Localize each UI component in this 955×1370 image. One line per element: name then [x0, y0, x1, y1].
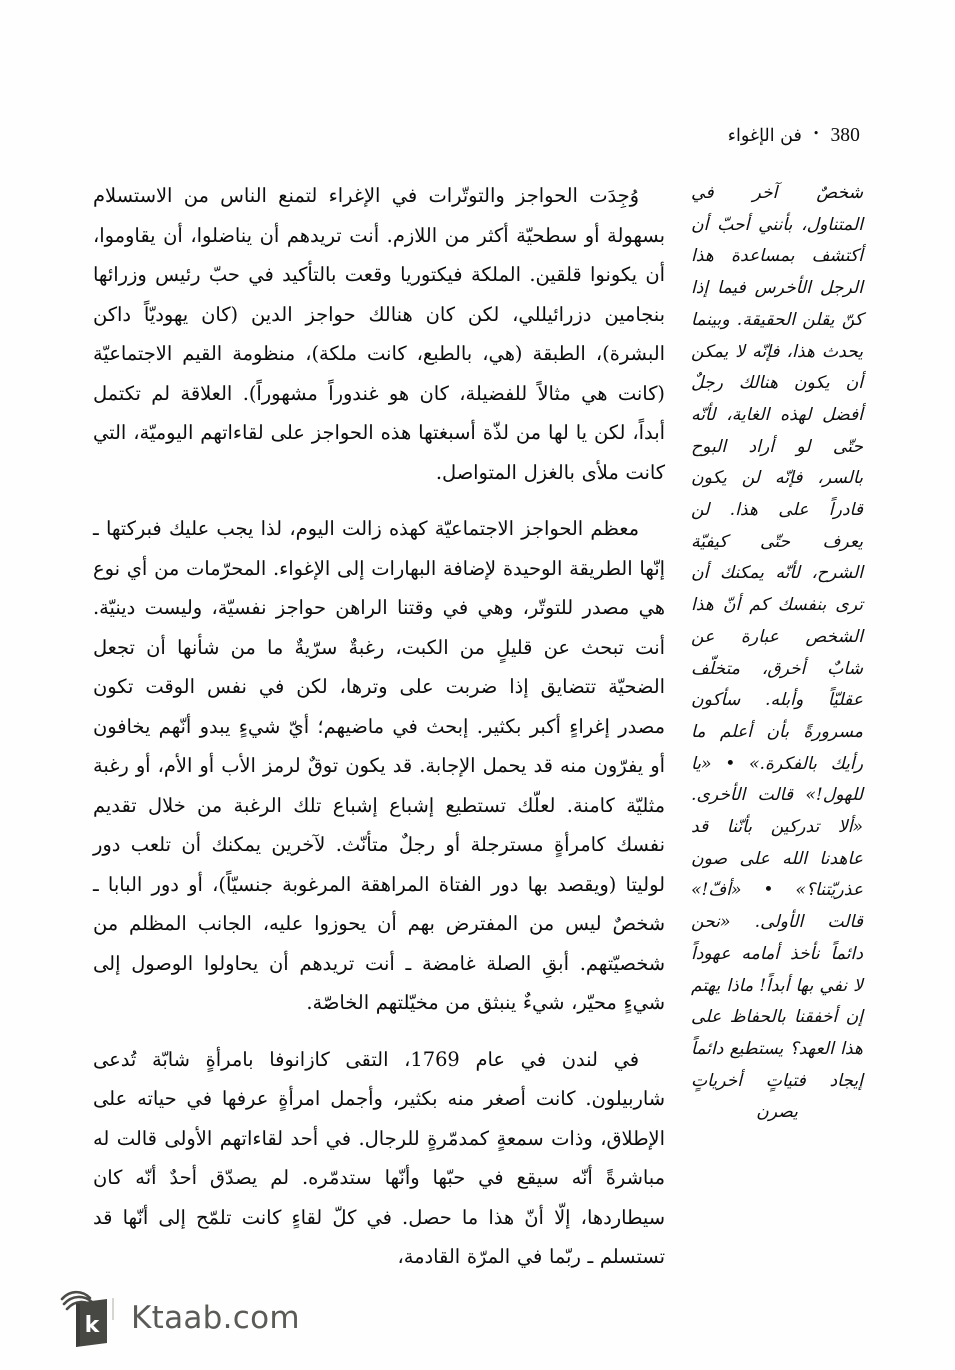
site-watermark	[60, 1288, 300, 1348]
page-content	[92, 176, 863, 1268]
body-text-column	[93, 176, 665, 1277]
body-paragraph: معظم الحواجز الاجتماعيّة كهذه زالت اليوم، لذا يجب عليك فبركتها ـ إنّها الطريقة الوحيدة لإضافة البهارات إلى الإغواء. المحرّمات من أي نوع هي مصدر للتوتّر، وهي في وقتنا الراهن حواجز نفسيّة، وليست دينيّة. أنت تبحث عن قليلٍ من الكبت، رغبةٌ سرّيةٌ ما من شأنها أن تجعل الضحيّة تتضايق إذا ضربت على وترها، لكن في نفس الوقت تكون مصدر إغراءٍ أكبر بكثير. إبحث في ماضيهم؛ أيّ شيءٍ يبدو أنّهم يخافون أو يفرّون منه قد يحمل الإجابة. قد يكون توقٌ لرمز الأب أو الأم، أو رغبة مثليّة كامنة. لعلّك تستطيع إشباع إشباع تلك الرغبة من خلال تقديم نفسك كامرأةٍ مسترجلة أو رجلٌ متأنّث. لآخرين يمكنك أن تلعب دور لوليتا (ويقصد بها دور الفتاة المراهقة المرغوبة جنسيّاً)، أو دور البابا ـ شخصٌ ليس من المفترض بهم أن يحوزوا عليه، الجانب المظلم من شخصيّتهم. أبقِ الصلة غامضة ـ أنت تريدهم أن يحاولوا الوصول إلى شيءٍ محيّر، شيءٌ ينبثق من مخيّلتهم الخاصّة.	[93, 517, 665, 1014]
body-paragraph: في لندن في عام 1769، التقى كازانوفا بامرأةٍ شابّة تُدعى شاربيلون. كانت أصغر منه بكثير، وأجمل امرأةٍ عرفها في حياته على الإطلاق، وذات سمعةٍ كمدمّرةٍ للرجال. في أحد لقاءاتهم الأولى قالت له مباشرةً أنّه سيقع في حبّها وأنّها ستدمّره. لم يصدّق أحدٌ أنّه كان سيطاردها، إلّا أنّ هذا ما حصل. في كلّ لقاءٍ كانت تلمّح إلى أنّها قد تستسلم ـ ربّما في المرّة القادمة،	[93, 1047, 665, 1268]
book-title: فن الإغواء	[727, 126, 802, 146]
watermark-label: Ktaab.com	[131, 1299, 300, 1336]
page-number: 380	[830, 125, 860, 146]
margin-note-text: شخصٌ آخر في المتناول، بأنني أحبّ أن أكتشف بمساعدة هذا الرجل الأخرس فيما إذا كنّ يقلن الحقيقة. وبينما يحدث هذا، فإنّه لا يمكن أن يكون هنالك رجلٌ أفضل لهذه الغاية، لأنّه حتّى لو أراد البوح بالسر، فإنّه لن يكون قادراً على هذا. لن يعرف حتّى كيفيّة الشرح، لأنّه يمكنك أن ترى بنفسك كم أنّ هذا الشخص عبارة عن شابٌ أخرق، متخلّف عقليّاً وأبله. سأكون مسرورةً بأن أعلم ما رأيك بالفكرة.» • «يا للهول!» قالت الأخرى. «ألا تدركين بأنّنا قد عاهدنا الله على صون عذريّتنا؟» • «أفّ!» قالت الأولى. «نحن دائماً نأخذ أمامه عهوداً لا نفي بها أبداً! ماذا يهتم إن أخفقنا بالحفاظ على هذا العهد؟ يستطيع دائماً إيجاد فتياتٍ أخرياتٍ يصرن	[691, 183, 863, 1123]
svg-text:k: k	[84, 1313, 100, 1338]
margin-note-column	[691, 178, 863, 1129]
running-head-separator-glyph: •	[812, 127, 820, 140]
running-head	[560, 126, 860, 146]
book-logo-icon	[60, 1288, 118, 1348]
body-paragraph: وُجِدَت الحواجز والتوتّرات في الإغراء لتمنع الناس من الاستسلام بسهولة أو سطحيّة أكثر من اللازم. أنت تريدهم أن يناضلوا، أن يقاوموا، أن يكونوا قلقين. الملكة فيكتوريا وقعت بالتأكيد في حبّ رئيس وزرائها بنجامين دزرائيللي، لكن كان هنالك حواجز الدين (كان يهوديّاً داكن البشرة)، الطبقة (هي، بالطبع، كانت ملكة)، منظومة القيم الاجتماعيّة (كانت هي مثالاً للفضيلة، كان هو غندوراً مشهوراً). العلاقة لم تكتمل أبداً، لكن يا لها من لذّة أسبغتها هذه الحواجز على لقاءاتهم اليوميّة، التي كانت ملأى بالغزل المتواصل.	[93, 184, 665, 484]
